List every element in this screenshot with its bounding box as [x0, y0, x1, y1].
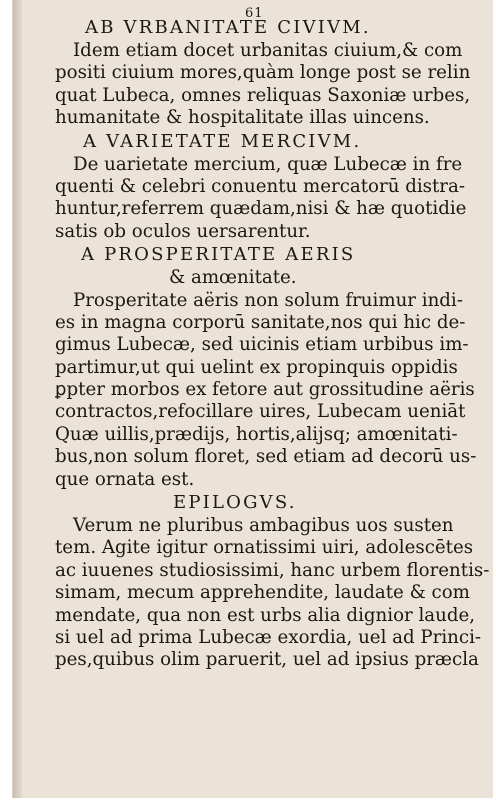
- text-line: ꝑpter morbos ex fetore aut grossitudine aëris: [55, 379, 475, 401]
- text-line: quenti & celebri conuentu mercatorū distra-: [55, 175, 465, 197]
- text-line: humanitate & hospitalitate illas uincens.: [55, 107, 430, 129]
- text-line: Idem etiam docet urbanitas ciuium,& com: [73, 40, 463, 61]
- text-line: satis ob oculos uersarentur.: [55, 220, 311, 242]
- text-line: gimus Lubecæ, sed uicinis etiam urbibus im-: [55, 334, 469, 356]
- page-number: 61: [245, 6, 264, 21]
- text-line: simam, mecum apprehendite, laudate & com: [55, 582, 470, 604]
- book-page: [12, 0, 493, 798]
- section-heading-epilogus: EPILOGVS.: [173, 492, 297, 514]
- text-line: es in magna corporū sanitate,nos qui hic de-: [55, 311, 466, 333]
- section-subheading: & amœnitate.: [169, 267, 297, 289]
- text-line: positi ciuium mores,quàm longe post se relin: [55, 62, 471, 84]
- section-heading-prosperitate: A PROSPERITATE AERIS: [81, 244, 356, 266]
- page-text: [55, 16, 491, 672]
- section-heading-varietate: A VARIETATE MERCIVM.: [83, 130, 362, 152]
- text-line: mendate, qua non est urbs alia dignior laude,: [55, 604, 476, 626]
- text-line: ac iuuenes studiosissimi, hanc urbem florentis-: [55, 559, 490, 581]
- text-line: tem. Agite igitur ornatissimi uiri, adolescētes: [55, 537, 474, 559]
- text-line: Verum ne pluribus ambagibus uos susten: [73, 515, 454, 537]
- text-line: bus,non solum floret, sed etiam ad decorū us-: [55, 446, 477, 468]
- text-line: Prosperitate aëris non solum fruimur indi-: [73, 289, 463, 311]
- text-line: Quæ uillis,prædijs, hortis,alijsq; amœnitati-: [55, 423, 458, 445]
- text-line: contractos,refocillare uires, Lubecam ueniāt: [55, 401, 466, 423]
- text-line: que ornata est.: [55, 468, 195, 490]
- text-line: huntur,referrem quædam,nisi & hæ quotidie: [55, 198, 467, 220]
- text-line: partimur,ut qui uelint ex propinquis oppidis: [55, 356, 458, 378]
- text-line: quat Lubeca, omnes reliquas Saxoniæ urbes,: [55, 84, 471, 106]
- section-heading-urbanitate: AB VRBANITATE CIVIVM.: [85, 17, 371, 38]
- text-line: pes,quibus olim paruerit, uel ad ipsius præcla: [55, 649, 479, 671]
- text-line: si uel ad prima Lubecæ exordia, uel ad Princi-: [55, 626, 482, 648]
- page-spine-shadow: [13, 0, 22, 798]
- text-line: De uarietate mercium, quæ Lubecæ in fre: [73, 153, 463, 175]
